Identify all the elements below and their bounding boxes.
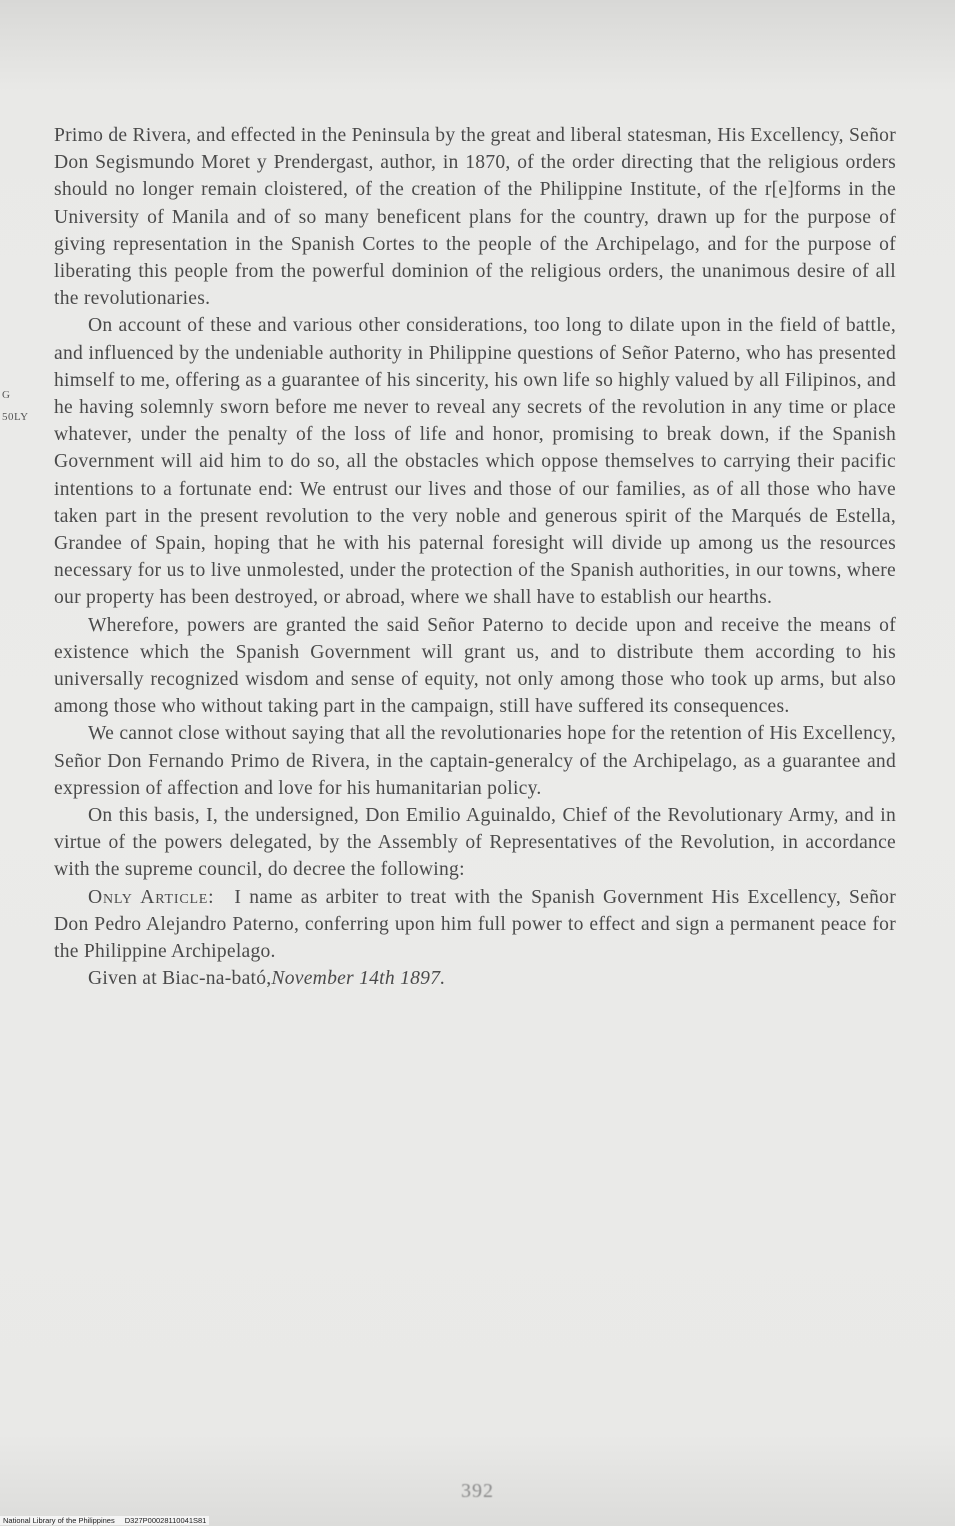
given-at-place: Given at Biac-na-bató, (88, 968, 272, 990)
footer-code: D327P00028110041S81 (124, 1516, 207, 1525)
paragraph-given-at (54, 965, 896, 992)
footer-institution: National Library of the Philippines (3, 1516, 115, 1525)
paragraph-continuation: Primo de Rivera, and effected in the Peninsula by the great and liberal statesman, His Excellency, Señor Don Segismundo Moret y Prendergast, author, in 1870, of the order directing that the religious orders should no longer remain cloistered, of the creation of the Philippine Institute, of the r[e]forms in the University of Manila and of so many beneficent plans for the country, drawn up for the purpose of giving representation in the Spanish Cortes to the people of the Archipelago, and for the purpose of liberating this people from the powerful dominion of the religious orders, the unanimous desire of all the revolutionaries. (54, 125, 896, 310)
margin-note-bottom: 50LY (2, 411, 29, 423)
footer-credit (0, 1516, 209, 1525)
article-body: I name as arbiter to treat with the Spanish Government His Excellency, Señor Don Pedro Alejandro Paterno, conferring upon him full power to effect and sign a permanent peace for the Philippine Archipelago. (54, 886, 896, 963)
paragraph-decree-basis: On this basis, I, the undersigned, Don Emilio Aguinaldo, Chief of the Revolutionary Army, and in virtue of the powers delegated, by the Assembly of Representatives of the Revolution, in accordance with the supreme council, do decree the following: (54, 805, 896, 881)
document-body (54, 122, 896, 993)
paragraph-considerations: On account of these and various other considerations, too long to dilate upon in the field of battle, and influenced by the undeniable authority in Philippine questions of Señor Paterno, who has presented himself to me, offering as a guarantee of his sincerity, his own life so highly valued by all Filipinos, and he having solemnly sworn before me never to reveal any secrets of the revolution in any time or place whatever, under the penalty of the loss of life and honor, promising to break down, if the Spanish Government will aid him to do so, all the obstacles which oppose themselves to carrying their pacific intentions to a fortunate end: We entrust our lives and those of our families, as of all those who have taken part in the present revolution to the very noble and generous spirit of the Marqués de Estella, Grandee of Spain, hoping that he with his paternal foresight will divide up among us the resources necessary for us to live unmolested, under the protection of the Spanish authorities, in our towns, where our property has been destroyed, or abroad, where we shall have to establish our hearths. (54, 315, 896, 609)
margin-note-top: G (2, 389, 11, 401)
paragraph-retention-hope: We cannot close without saying that all the revolutionaries hope for the retention of His Excellency, Señor Don Fernando Primo de Rivera, in the captain-generalcy of the Archipelago, as a guarantee and expression of affection and love for his humanitarian policy. (54, 723, 896, 799)
paragraph-only-article (54, 884, 896, 966)
page-number: 392 (461, 1480, 494, 1502)
given-at-date: November 14th 1897. (271, 968, 446, 990)
article-label: Only Article: (88, 886, 215, 908)
paragraph-powers-granted: Wherefore, powers are granted the said Señor Paterno to decide upon and receive the means of existence which the Spanish Government will grant us, and to distribute them according to his universally recognized wisdom and sense of equity, not only among those who took up arms, but also among those who without taking part in the campaign, still have suffered its consequences. (54, 614, 896, 718)
